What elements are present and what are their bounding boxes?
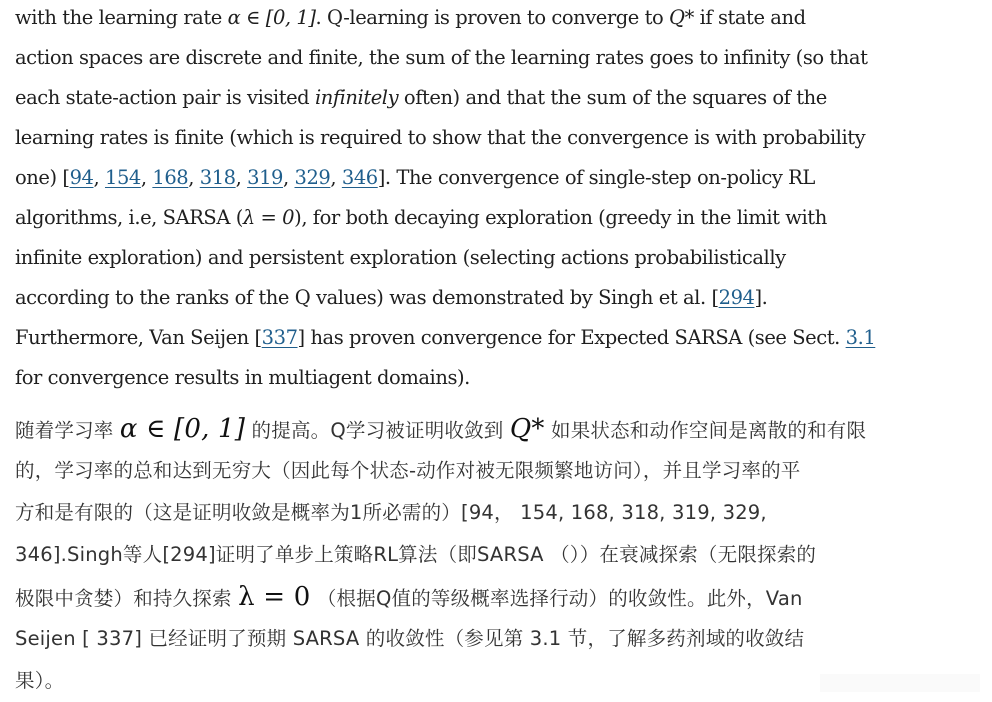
english-line-7: infinite exploration) and persistent exploration (selecting actions probabilistically xyxy=(15,246,786,269)
english-line-9 xyxy=(15,318,980,358)
english-line-6 xyxy=(15,198,980,238)
english-line-5: one) [94, 154, 168, 318, 319, 329, 346]. The convergence of single-step on-policy RL xyxy=(15,166,815,189)
english-line-4: learning rates is finite (which is required to show that the convergence is with probability xyxy=(15,126,866,149)
chinese-line-1 xyxy=(15,408,985,450)
citation-link[interactable]: 318 xyxy=(199,166,236,189)
citation-link[interactable]: 168 xyxy=(152,166,189,189)
text-span: one) [ xyxy=(15,166,70,189)
text-span: 如果状态和动作空间是离散的和有限 xyxy=(544,419,867,442)
text-span: often) and that the sum of the squares of the xyxy=(398,86,827,109)
citation-link[interactable]: 337 xyxy=(261,326,298,349)
math-q-star: Q* xyxy=(509,414,545,444)
citation-link[interactable]: 94 xyxy=(69,166,94,189)
chinese-line-4: 346].Singh等人[294]证明了单步上策略RL算法（即SARSA （））在衰减探索（无限探索的 xyxy=(15,543,817,566)
emphasis-infinitely: infinitely xyxy=(314,86,399,109)
chinese-line-7: 果）。 xyxy=(15,669,65,692)
english-line-3 xyxy=(15,78,980,118)
text-span: if state and xyxy=(693,6,806,29)
math-alpha-range: α ∈ [0, 1] xyxy=(227,6,316,29)
citation-link[interactable]: 319 xyxy=(247,166,283,189)
english-line-10: for convergence results in multiagent domains). xyxy=(15,366,470,389)
chinese-line-2: 的，学习率的总和达到无穷大（因此每个状态-动作对被无限频繁地访问），并且学习率的平 xyxy=(15,459,801,482)
text-span: . Q-learning is proven to converge to xyxy=(315,6,670,29)
math-lambda-zero: λ = 0 xyxy=(238,582,311,612)
citation-link[interactable]: 346 xyxy=(341,166,378,189)
chinese-line-5 xyxy=(15,576,985,618)
english-paragraph xyxy=(15,0,980,398)
text-span: Furthermore, Van Seijen [ xyxy=(15,326,262,349)
english-line-8 xyxy=(15,278,980,318)
text-span: 极限中贪婪）和持久探索 xyxy=(15,587,239,610)
math-alpha-range: α ∈ [0, 1] xyxy=(119,414,246,444)
text-span: 的提高。Q学习被证明收敛到 xyxy=(245,419,510,442)
citation-link[interactable]: 329 xyxy=(294,166,331,189)
text-span: according to the ranks of the Q values) was demonstrated by Singh et al. [ xyxy=(15,286,719,309)
chinese-line-3: 方和是有限的（这是证明收敛是概率为1所必需的）[94， 154, 168, 318, 319, 329, xyxy=(15,501,767,524)
text-span: ), for both decaying exploration (greedy in the limit with xyxy=(294,206,827,229)
text-span: algorithms, i.e, SARSA ( xyxy=(15,206,243,229)
citation-link[interactable]: 154 xyxy=(104,166,141,189)
math-lambda-zero: λ = 0 xyxy=(242,206,295,229)
text-span: ]. xyxy=(754,286,768,309)
english-line-1 xyxy=(15,0,980,38)
text-span: ]. The convergence of single-step on-policy RL xyxy=(377,166,815,189)
citation-link[interactable]: 294 xyxy=(718,286,755,309)
text-span: ] has proven convergence for Expected SARSA (see Sect. xyxy=(297,326,846,349)
math-q-star: Q* xyxy=(669,6,694,29)
text-span: each state-action pair is visited xyxy=(15,86,315,109)
faded-corner-overlay xyxy=(820,674,980,692)
divider xyxy=(15,404,980,405)
text-span: （根据Q值的等级概率选择行动）的收敛性。此外，Van xyxy=(310,587,803,610)
chinese-line-6: Seijen [ 337] 已经证明了预期 SARSA 的收敛性（参见第 3.1 节，了解多药剂域的收敛结 xyxy=(15,627,805,650)
text-span: with the learning rate xyxy=(15,6,228,29)
english-line-2: action spaces are discrete and finite, the sum of the learning rates goes to infinity (so that xyxy=(15,46,868,69)
section-link[interactable]: 3.1 xyxy=(845,326,876,349)
chinese-paragraph xyxy=(15,408,985,702)
text-span: 随着学习率 xyxy=(15,419,120,442)
